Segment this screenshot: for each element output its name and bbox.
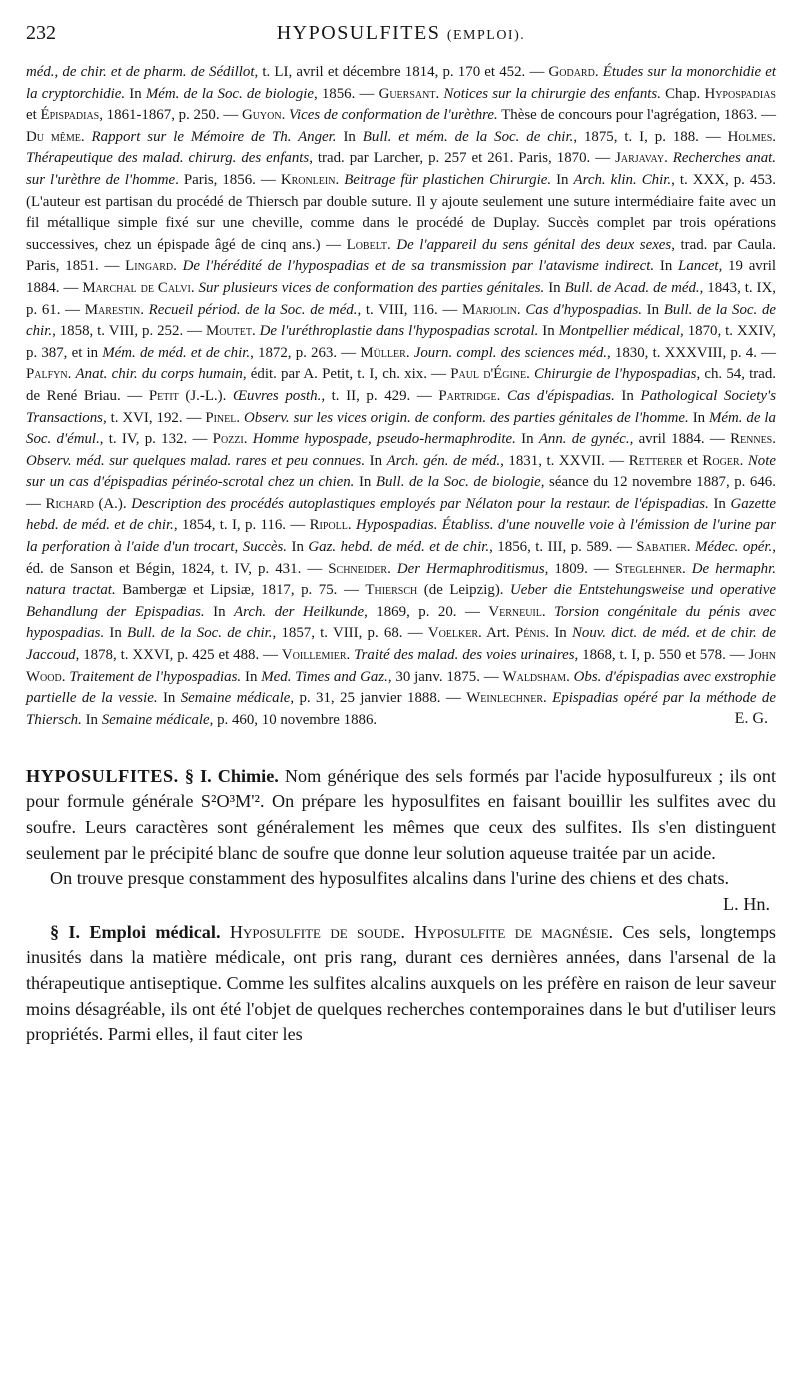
citation-text: In [81, 711, 102, 728]
work-title: De l'uréthroplastie dans l'hypospadias scrotal. [259, 323, 539, 340]
citation-text: , 1868, t. I, p. 550 et 578. — [574, 647, 749, 664]
citation-text: In [641, 301, 664, 318]
citation-text: . [686, 539, 695, 556]
work-title: Arch. der Heilkunde [234, 603, 365, 620]
citation-text: . [251, 323, 260, 340]
running-title [26, 22, 776, 45]
citation-text: Chap. [660, 85, 705, 102]
citation-text: In [241, 668, 262, 685]
author-name: Weinlechner [466, 690, 544, 707]
citation-text: In [614, 387, 641, 404]
citation-text: . [236, 409, 245, 426]
work-title: Rapport sur le Mémoire de Th. Anger. [91, 128, 337, 145]
work-title: Traité des malad. des voies urinaires [354, 647, 575, 664]
citation-text: , p. 31, 25 janvier 1888. — [290, 690, 467, 707]
work-title: Bull. de Acad. de méd. [564, 279, 700, 296]
article-headword: HYPOSULFITES. [26, 765, 179, 786]
work-title: Bull. et mém. de la Soc. de chir. [362, 128, 574, 145]
author-name: Steglehner [614, 560, 683, 577]
citation-text: , 1869, p. 20. — [364, 603, 489, 620]
citation-text: In [515, 431, 539, 448]
work-title: Description des procédés autoplastiques employés par Nélaton pour la restaur. de l'épispadias. [131, 495, 709, 512]
citation-text: . [739, 452, 748, 469]
citation-text: , t. IV, p. 132. — [99, 431, 213, 448]
citation-text: , t. XXX, p. 453. (L'auteur est partisan du procédé de Thiersch par double suture. Il y ajoute seulement une suture intermédiaire faite avec un fil métallique simple fixé sur une cheville, comme dans le procédé de Duplay. Succès complet par trois opérations successives, chez un épispade âgé de cinq ans.) — [26, 171, 776, 253]
citation-text: . [347, 517, 356, 534]
citation-text: In [104, 625, 127, 642]
citation-text: . [435, 85, 444, 102]
emploi-section-label: § I. Emploi médical. [50, 921, 221, 942]
work-title: Der Hermaphroditismus [396, 560, 545, 577]
citation-text: , t. LI, avril et décembre 1814, p. 170 et 452. — [254, 64, 549, 80]
work-title: De l'appareil du sens génital des deux sexes [396, 236, 672, 253]
work-title: Études sur la monorchidie et la cryptorchidie. [26, 64, 777, 102]
work-title: Observ. sur les vices origin. de conform. des parties génitales de l'homme. [244, 409, 689, 426]
work-title: Gaz. hebd. de méd. et de chir. [308, 539, 490, 556]
citation-text: . [496, 387, 507, 404]
citation-text: . [61, 668, 70, 685]
author-name: Pinel [205, 409, 237, 426]
citation-text: , 1854, t. I, p. 116. — [173, 517, 310, 534]
citation-text: , 1870, t. XXIV, p. 387, et in [26, 323, 776, 361]
citation-text: , 1856. — [313, 85, 379, 102]
citation-text: . Art. [478, 625, 515, 642]
work-title: Sur plusieurs vices de conformation des parties génitales. [198, 279, 545, 296]
citation-text: In [336, 128, 363, 145]
citation-text: In [688, 409, 710, 426]
author-name: Ripoll [309, 517, 348, 534]
citation-text: In [365, 452, 387, 469]
work-title: De hermaphr. natura tractat. [26, 560, 776, 599]
author-name: Moutet [205, 323, 252, 340]
citation-text: . In [545, 625, 572, 642]
work-title: Médec. opér. [695, 539, 773, 556]
citation-text: , 1878, t. XXVI, p. 425 et 488. — [75, 647, 282, 664]
citation-text: . [772, 431, 776, 448]
work-title: Bull. de la Soc. de biologie [375, 474, 541, 491]
work-title: Lancet [678, 258, 719, 275]
citation-text: . [543, 690, 553, 707]
author-name: Roger [702, 452, 740, 469]
chimie-paragraph-1: Nom générique des sels formés par l'acide hyposulfureux ; ils ont pour formule générale S²O³M'². On prépare les hyposulfites en faisant bouillir les sulfites avec du soufre. Leurs caractères sont généralement les mêmes que ceux des sulfites. Ils s'en distinguent seulement par le précipité blanc de soufre que donne leur solution aqueuse traitée par un acide. [26, 765, 777, 863]
citation-text: (de Leipzig). [417, 582, 511, 599]
running-head [26, 22, 776, 62]
author-name: Waldsham [502, 668, 567, 685]
work-title: Hypospadias. Établiss. d'une nouvelle voie à l'émission de l'urine par la perforation à l'aide d'un trocart, Succès. [26, 517, 777, 556]
citation-text: , avril 1884. — [629, 431, 731, 448]
citation-text: . [682, 560, 692, 577]
citation-text: , p. 460, 10 novembre 1886. [209, 711, 378, 728]
citation-text: . [335, 171, 345, 188]
author-name: Lingard [125, 258, 174, 275]
emploi-section [26, 920, 776, 1048]
citation-text: . [405, 344, 414, 361]
author-name: Hypospadias [704, 85, 776, 102]
work-title: Note sur un cas d'épispadias périnéo-scrotal chez un chien. [26, 452, 776, 491]
citation-text: , 19 avril 1884. — [26, 258, 776, 296]
citation-text: . [190, 279, 199, 296]
author-name: Partridge [438, 387, 497, 404]
author-name: Petit (J.-L.) [148, 387, 223, 404]
work-title: Recherches anat. sur l'urèthre de l'homme [26, 150, 776, 188]
work-title: Pathological Society's Transactions [26, 387, 776, 426]
work-title: Cas d'hypospadias. [525, 301, 642, 318]
citation-text: et [682, 452, 703, 469]
citation-text: . [281, 107, 290, 124]
page [26, 22, 776, 1048]
work-title: Traitement de l'hypospadias. [69, 668, 242, 685]
citation-text: , trad. par Larcher, p. 257 et 261. Paris, 1870. — [309, 150, 616, 167]
citation-text: , 1809. — [544, 560, 615, 577]
chimie-signature: L. Hn. [723, 893, 770, 914]
author-name: Lobelt [346, 236, 387, 253]
work-title: Beitrage für plastichen Chirurgie. [344, 171, 552, 188]
citation-text: . [516, 301, 526, 318]
citation-text: , 1856, t. III, p. 589. — [489, 539, 637, 556]
bibliography-paragraph [26, 62, 776, 731]
work-title: Ueber die Entstehungsweise und operative Behandlung der Epispadias. [26, 582, 777, 620]
work-title: Arch. klin. Chir. [573, 171, 672, 188]
citation-text: , 1861-1867, p. 250. — [99, 107, 242, 124]
citation-text: , 1857, t. VIII, p. 68. — [272, 625, 428, 642]
citation-text: , séance du 12 novembre 1887, p. 646. — [26, 474, 776, 512]
citation-text: . [243, 431, 253, 448]
work-title: Bull. de la Soc. de chir. [26, 301, 776, 340]
citation-text: In [287, 539, 309, 556]
work-title: Anat. chir. du corps humain [75, 366, 243, 383]
citation-text: , 1875, t. I, p. 188. — [573, 128, 728, 145]
running-title-main: HYPOSULFITES [276, 22, 441, 44]
author-name: Guyon [241, 107, 282, 124]
citation-text: . [387, 236, 397, 253]
author-name: Thiersch [365, 582, 418, 599]
author-name: Marjolin [461, 301, 517, 318]
citation-text: . [594, 64, 603, 80]
citation-text: In [354, 474, 376, 491]
author-name: Paul d'Égine [450, 366, 527, 383]
work-title: Torsion congénitale du pénis avec hypospadias. [26, 603, 776, 642]
author-name: Sabatier [636, 539, 687, 556]
citation-text: , t. XVI, 192. — [102, 409, 206, 426]
citation-text: . [346, 647, 355, 664]
author-name: Voillemier [281, 647, 347, 664]
citation-text: In [708, 495, 731, 512]
work-title: Semaine médicale [180, 690, 291, 707]
work-title: Mém. de la Soc. de biologie [145, 85, 314, 102]
citation-text: . [664, 150, 673, 167]
work-title: Mém. de méd. et de chir. [102, 344, 251, 361]
work-title: Montpellier médical [558, 323, 681, 340]
author-name: Jarjavay [615, 150, 665, 167]
work-title: Mém. de la Soc. d'émul. [26, 409, 776, 448]
citation-text: . [122, 495, 132, 512]
citation-text: . [140, 301, 149, 318]
citation-text: In [125, 85, 146, 102]
work-title: Nouv. dict. de méd. et de chir. de Jaccoud [26, 625, 776, 664]
citation-text: et [26, 107, 41, 124]
citation-text: , 1843, t. IX, p. 61. — [26, 279, 776, 318]
work-title: Ann. de gynéc. [538, 431, 630, 448]
author-name: Palfyn [26, 366, 68, 383]
citation-text: , 1872, p. 263. — [250, 344, 361, 361]
author-name: Godard [548, 64, 595, 80]
citation-text: In [538, 323, 559, 340]
citation-text: . [80, 128, 92, 145]
author-name: Kronlein [280, 171, 336, 188]
citation-text: In [544, 279, 565, 296]
running-title-section: (EMPLOI). [446, 28, 526, 43]
citation-text: , éd. de Sanson et Bégin, 1824, t. IV, p. 431. — [26, 539, 776, 577]
author-name: Verneuil [488, 603, 542, 620]
citation-text: Thèse de concours pour l'agrégation, 1863. — [497, 107, 776, 124]
work-title: Epispadias opéré par la méthode de Thiersch. [26, 690, 776, 728]
citation-text: . Paris, 1856. — [175, 171, 281, 188]
citation-text: , ch. 54, trad. de René Briau. — [26, 366, 776, 404]
author-name: Retterer [628, 452, 683, 469]
bibliography-signature: E. G. [734, 709, 768, 727]
author-name: Du même [26, 128, 81, 145]
citation-text: . [566, 668, 574, 685]
citation-text: In [551, 171, 574, 188]
author-name: Rennes [730, 431, 773, 448]
author-name: John Wood [26, 647, 776, 685]
work-title: Med. Times and Gaz. [261, 668, 388, 685]
page-number: 232 [26, 22, 56, 44]
citation-text: . [526, 366, 535, 383]
citation-text: . [541, 603, 555, 620]
work-title: De l'hérédité de l'hypospadias et de sa transmission par l'atavisme indirect. [182, 258, 655, 275]
citation-text: . [387, 560, 397, 577]
work-title: Arch. gén. de méd. [386, 452, 501, 469]
emploi-lead-terms: Hyposulfite de soude. Hyposulfite de magnésie. [229, 921, 614, 942]
work-title: Homme hypospade, pseudo-hermaphrodite. [252, 431, 516, 448]
author-name: Schneider [328, 560, 388, 577]
citation-text: . [772, 128, 777, 145]
citation-text: . [173, 258, 183, 275]
work-title: Obs. d'épispadias avec exstrophie partielle de la vessie. [26, 668, 777, 707]
citation-text: , 1831, t. XXVII. — [500, 452, 629, 469]
emploi-paragraph: Ces sels, longtemps inusités dans la matière médicale, ont pris rang, durant ces dernières années, dans l'arsenal de la thérapeutique antiseptique. Comme les sulfites alcalins auxquels on les préfère en raison de leur saveur moins désagréable, ils ont été l'objet de quelques recherches contemporaines dans le but d'utiliser leurs propriétés. Parmi elles, il faut citer les [26, 921, 776, 1045]
citation-text: , t. VIII, 116. — [357, 301, 462, 318]
work-title: Bull. de la Soc. de chir. [127, 625, 273, 642]
author-name: Richard (A.) [45, 495, 123, 512]
work-title: Observ. méd. sur quelques malad. rares et peu connues. [26, 452, 366, 469]
work-title: Œuvres posth. [232, 387, 322, 404]
work-title: Cas d'épispadias. [506, 387, 615, 404]
citation-text: In [157, 690, 181, 707]
work-title: Notices sur la chirurgie des enfants. [443, 85, 661, 102]
work-title: Recueil périod. de la Soc. de méd. [148, 301, 358, 318]
author-name: Épispadias [40, 107, 100, 124]
author-name: Müller [360, 344, 406, 361]
work-title: Thérapeutique des malad. chirurg. des enfants [26, 150, 310, 167]
author-name: Marchal de Calvi [82, 279, 191, 296]
work-title: méd., de chir. et de pharm. de Sédillot [26, 64, 255, 80]
work-title: Vices de conformation de l'urèthre. [289, 107, 498, 124]
citation-text: In [204, 603, 234, 620]
author-name: Pénis [514, 625, 546, 642]
citation-text: , édit. par A. Petit, t. I, ch. xix. — [242, 366, 451, 383]
work-title: Gazette hebd. de méd. et de chir. [26, 495, 776, 534]
citation-text: In [654, 258, 679, 275]
citation-text: , trad. par Caula. Paris, 1851. — [26, 236, 777, 275]
citation-text: , t. II, p. 429. — [321, 387, 439, 404]
chimie-section-label: § I. Chimie. [184, 765, 279, 786]
citation-text: . [222, 387, 233, 404]
citation-text: , 30 janv. 1875. — [387, 668, 503, 685]
work-title: Semaine médicale [101, 711, 210, 728]
work-title: Chirurgie de l'hypospadias [534, 366, 697, 383]
citation-text: Bambergæ et Lipsiæ, 1817, p. 75. — [115, 582, 366, 599]
author-name: Marestin [84, 301, 141, 318]
citation-text: . [67, 366, 76, 383]
chimie-paragraph-2: On trouve presque constamment des hyposulfites alcalins dans l'urine des chiens et des chats. [50, 868, 730, 889]
author-name: Pozzi [212, 431, 244, 448]
author-name: Guersant [378, 85, 436, 102]
work-title: Journ. compl. des sciences méd. [413, 344, 607, 361]
author-name: Holmes [727, 128, 773, 145]
chimie-section [26, 764, 777, 914]
citation-text: , 1830, t. XXXVIII, p. 4. — [607, 344, 776, 361]
citation-text: , 1858, t. VIII, p. 252. — [52, 323, 206, 340]
author-name: Voelker [427, 625, 479, 642]
